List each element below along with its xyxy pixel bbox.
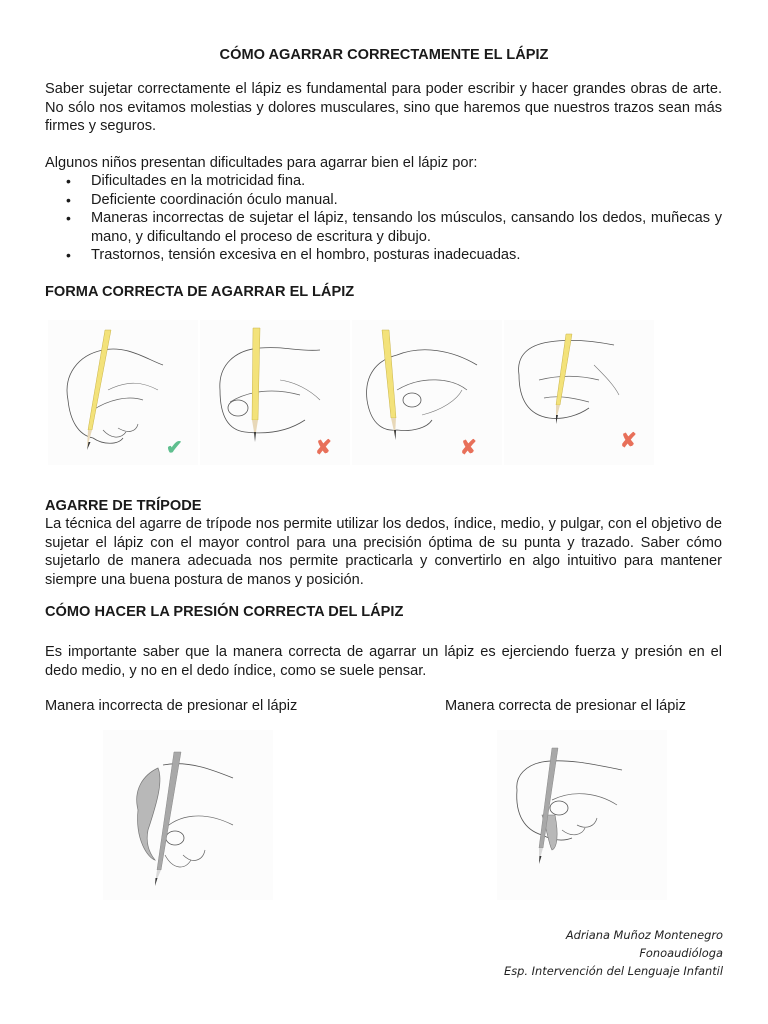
grip-figure-incorrect-2 xyxy=(352,320,502,465)
pressure-figure-correct xyxy=(497,730,667,900)
cross-icon: ✘ xyxy=(315,437,332,459)
author-name: Adriana Muñoz Montenegro xyxy=(565,928,723,942)
grip-figure-incorrect-1 xyxy=(200,320,350,465)
list-item: • Dificultades en la motricidad fina. xyxy=(45,172,722,191)
difficulties-intro: Algunos niños presentan dificultades para agarrar bien el lápiz por: xyxy=(45,155,478,171)
pressure-figure-incorrect xyxy=(103,730,273,900)
list-item: • Maneras incorrectas de sujetar el lápiz, tensando los músculos, cansando los dedos, muñecas y mano, y dificultando el proceso de escritura y dibujo. xyxy=(45,209,722,246)
section-heading-grip: FORMA CORRECTA DE AGARRAR EL LÁPIZ xyxy=(45,284,355,300)
cross-icon: ✘ xyxy=(620,430,637,452)
grip-figure-incorrect-3 xyxy=(504,320,654,465)
section-heading-pressure: CÓMO HACER LA PRESIÓN CORRECTA DEL LÁPIZ xyxy=(45,604,404,620)
cross-icon: ✘ xyxy=(460,437,477,459)
list-item: • Deficiente coordinación óculo manual. xyxy=(45,191,722,210)
difficulties-list xyxy=(45,172,722,265)
author-specialty: Esp. Intervención del Lenguaje Infantil xyxy=(504,964,723,978)
hand-pencil-illustration xyxy=(352,320,502,465)
list-item: • Trastornos, tensión excesiva en el hombro, posturas inadecuadas. xyxy=(45,246,722,265)
pressure-paragraph: Es importante saber que la manera correcta de agarrar un lápiz es ejerciendo fuerza y presión en el dedo medio, y no en el dedo índice, como se suele pensar. xyxy=(45,644,722,679)
caption-correct-pressure: Manera correcta de presionar el lápiz xyxy=(445,698,686,714)
tripod-paragraph: La técnica del agarre de trípode nos permite utilizar los dedos, índice, medio, y pulgar, con el objetivo de sujetar el lápiz con el mayor control para una precisión óptima de su punta y trazado. Saber cómo sujetarlo de manera adecuada nos permite practicarla y convertirlo en algo intuitivo para mantener siempre una buena postura de manos y posición. xyxy=(45,516,722,588)
check-icon: ✔ xyxy=(166,437,183,459)
author-profession: Fonoaudióloga xyxy=(639,946,723,960)
grip-figure-correct xyxy=(48,320,198,465)
hand-pencil-shaded-illustration xyxy=(103,730,273,900)
caption-incorrect-pressure: Manera incorrecta de presionar el lápiz xyxy=(45,698,298,714)
page-title: CÓMO AGARRAR CORRECTAMENTE EL LÁPIZ xyxy=(219,47,549,63)
hand-pencil-shaded-illustration xyxy=(497,730,667,900)
section-heading-tripod: AGARRE DE TRÍPODE xyxy=(45,498,202,514)
intro-paragraph: Saber sujetar correctamente el lápiz es fundamental para poder escribir y hacer grandes obras de arte. No sólo nos evitamos molestias y dolores musculares, sino que haremos que nuestros trazos sean más firmes y seguros. xyxy=(45,81,722,134)
